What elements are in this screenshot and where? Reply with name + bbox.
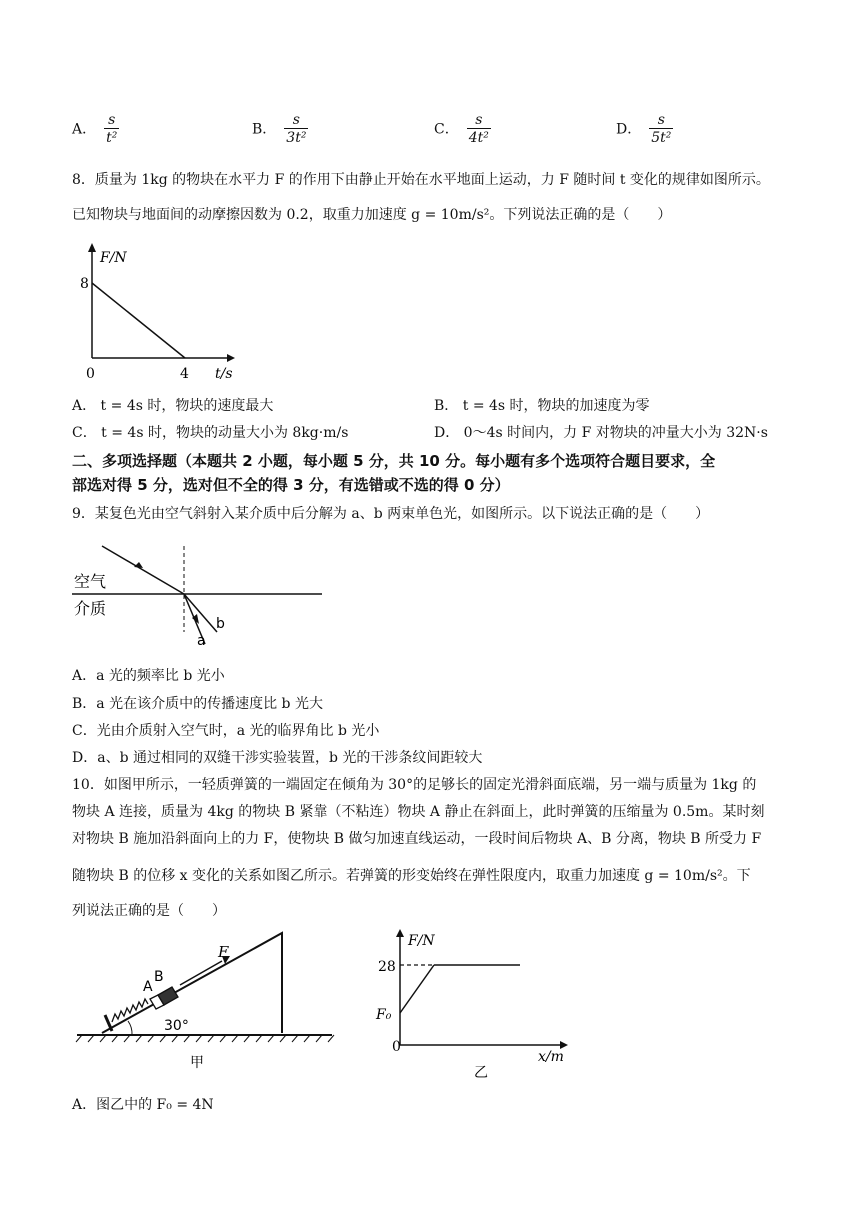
q9-label-b: b (216, 616, 225, 632)
q10-ground-hatch (76, 1035, 334, 1042)
q10-caption-jia: 甲 (190, 1055, 204, 1071)
q10-yi-y-arrow (396, 929, 404, 937)
q8-y-label: F/N (100, 250, 127, 266)
q10-stem-line5: 列说法正确的是（ ） (72, 903, 226, 919)
q9-ray-b (184, 594, 217, 632)
q9-option-a: A．a 光的频率比 b 光小 (72, 668, 225, 684)
q10-option-a: A．图乙中的 F₀ = 4N (72, 1097, 214, 1113)
q10-yi-x-label: x/m (538, 1049, 564, 1065)
q8-option-d: D． 0～4s 时间内，力 F 对物块的冲量大小为 32N·s (434, 425, 768, 441)
q8-stem-line2: 已知物块与地面间的动摩擦因数为 0.2，取重力加速度 g = 10m/s²。下列说法正确的是（ ） (72, 207, 672, 223)
q9-incident-ray (102, 546, 184, 594)
q8-option-c: C． t = 4s 时，物块的动量大小为 8kg·m/s (72, 425, 349, 441)
q9-air-label: 空气 (74, 572, 107, 591)
q8-option-b: B． t = 4s 时，物块的加速度为零 (434, 398, 650, 414)
q10-stem-line3: 对物块 B 施加沿斜面向上的力 F，使物块 B 做匀加速直线运动，一段时间后物块 A、B 分离，物块 B 所受力 F (72, 831, 762, 847)
q8-option-a: A． t = 4s 时，物块的速度最大 (72, 398, 274, 414)
q9-medium-label: 介质 (74, 599, 107, 618)
section2-heading-line1: 二、多项选择题（本题共 2 小题，每小题 5 分，共 10 分。每小题有多个选项符合题目要求，全 (72, 452, 716, 470)
q9-label-a: a (197, 633, 206, 649)
q9-refraction-figure (72, 532, 332, 657)
q7-option-c: C． $\frac{s}{\text{4t²}}$ (434, 112, 489, 146)
q9-option-b: B．a 光在该介质中的传播速度比 b 光大 (72, 696, 323, 712)
section2-heading-line2: 部选对得 5 分，选对但不全的得 3 分，有选错或不选的得 0 分） (72, 476, 510, 494)
q10-label-b: B (154, 969, 164, 985)
q10-angle-arc (128, 1021, 132, 1035)
q8-force-line (92, 283, 185, 358)
q9-option-d: D．a、b 通过相同的双缝干涉实验装置，b 光的干涉条纹间距较大 (72, 750, 483, 766)
q10-yi-rising-line (400, 965, 434, 1013)
q10-stem-line1: 10．如图甲所示，一轻质弹簧的一端固定在倾角为 30°的足够长的固定光滑斜面底端，另一端与质量为 1kg 的 (72, 777, 757, 793)
q7-option-b: B． $\frac{s}{\text{3t²}}$ (252, 112, 307, 146)
q7-option-a: A． $\frac{s}{\text{t²}}$ (72, 112, 118, 146)
q10-force-arrow (180, 961, 222, 985)
q8-x-arrow (227, 354, 235, 362)
q8-force-time-graph (72, 240, 247, 385)
q10-figure-jia (72, 925, 337, 1080)
q10-incline (102, 933, 282, 1033)
q10-yi-tick-28: 28 (378, 959, 396, 975)
q10-stem-line2: 物块 A 连接，质量为 4kg 的物块 B 紧靠（不粘连）物块 A 静止在斜面上，此时弹簧的压缩量为 0.5m。某时刻 (72, 804, 765, 820)
q8-x-tick-4: 4 (180, 366, 189, 382)
q7-option-d: D． $\frac{s}{\text{5t²}}$ (616, 112, 672, 146)
q10-yi-origin: 0 (392, 1039, 401, 1055)
q10-yi-f0-label: F₀ (376, 1007, 392, 1023)
q10-stem-line4: 随物块 B 的位移 x 变化的关系如图乙所示。若弹簧的形变始终在弹性限度内，取重力加速度 g = 10m/s²。下 (72, 868, 751, 884)
q9-stem: 9．某复色光由空气斜射入某介质中后分解为 a、b 两束单色光，如图所示。以下说法正确的是（ ） (72, 506, 710, 522)
q8-x-label: t/s (215, 366, 233, 382)
q10-yi-y-label: F/N (408, 933, 435, 949)
q9-option-c: C．光由介质射入空气时，a 光的临界角比 b 光小 (72, 723, 380, 739)
q10-figure-yi (370, 925, 585, 1080)
q8-y-tick-8: 8 (80, 276, 89, 292)
q8-y-arrow (88, 243, 96, 252)
q10-caption-yi: 乙 (474, 1065, 488, 1080)
q8-stem-line1: 8．质量为 1kg 的物块在水平力 F 的作用下由静止开始在水平地面上运动，力 F 随时间 t 变化的规律如图所示。 (72, 172, 770, 188)
q10-label-f: F (218, 943, 229, 961)
q8-origin: 0 (86, 366, 95, 382)
q10-label-a: A (143, 979, 153, 995)
q10-yi-x-arrow (560, 1041, 568, 1049)
q10-angle-label: 30° (164, 1018, 189, 1034)
